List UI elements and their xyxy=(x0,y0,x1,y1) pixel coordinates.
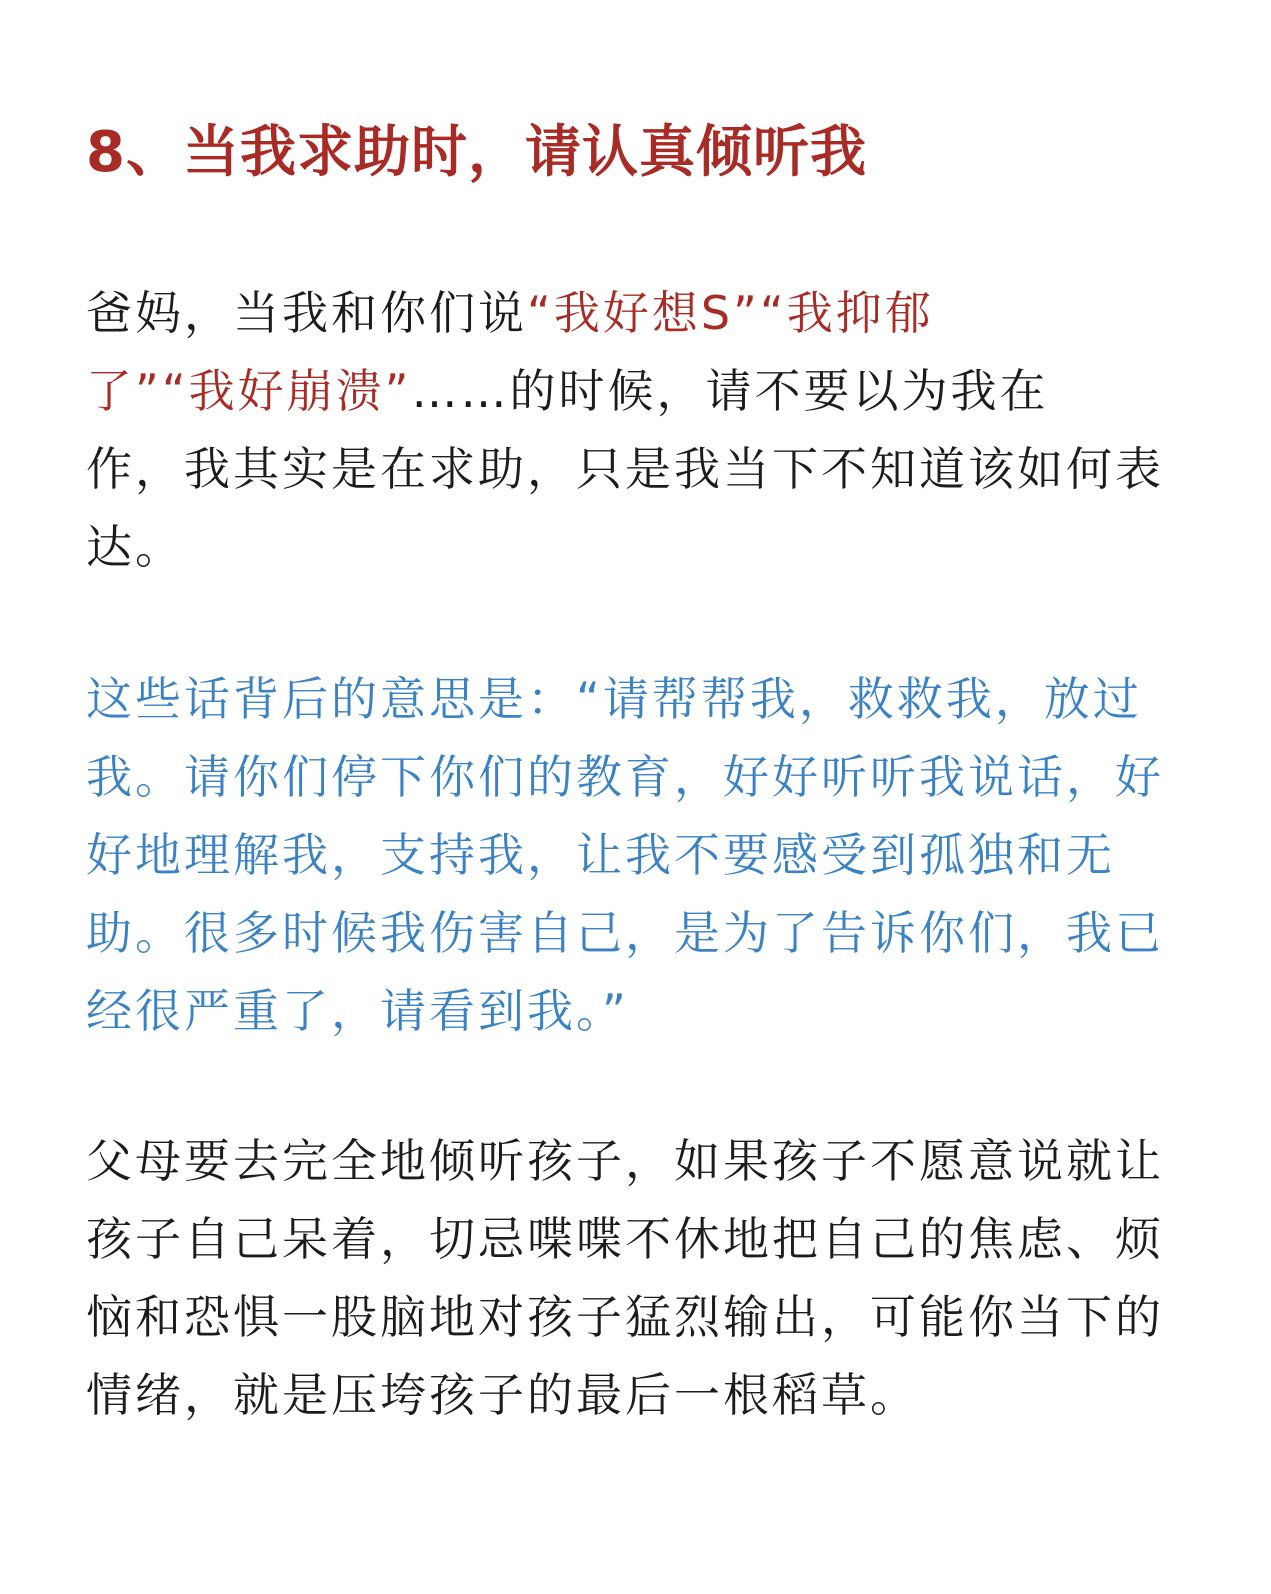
quoted-phrase: 了”“我好崩溃” xyxy=(86,364,412,418)
paragraph-line xyxy=(86,274,1196,352)
quote-line: 经很严重了，请看到我。” xyxy=(86,984,629,1038)
quoted-phrase: “我好想S”“我抑郁 xyxy=(527,286,934,340)
quote-line: 好地理解我，支持我，让我不要感受到孤独和无 xyxy=(86,828,1115,882)
paragraph-line xyxy=(86,352,1196,430)
paragraph-hidden-meaning xyxy=(86,660,1196,1050)
paragraph-line: 父母要去完全地倾听孩子，如果孩子不愿意说就让 xyxy=(86,1134,1164,1188)
quote-line: 我。请你们停下你们的教育，好好听听我说话，好 xyxy=(86,750,1164,804)
paragraph-line: 孩子自己呆着，切忌喋喋不休地把自己的焦虑、烦 xyxy=(86,1212,1164,1266)
paragraph-text: 作，我其实是在求助，只是我当下不知道该如何表 xyxy=(86,442,1164,496)
paragraph-line xyxy=(86,430,1196,508)
paragraph-parent-advice xyxy=(86,1122,1196,1434)
paragraph-child-plea xyxy=(86,274,1196,586)
paragraph-line: 情绪，就是压垮孩子的最后一根稻草。 xyxy=(86,1368,919,1422)
section-heading: 8、当我求助时，请认真倾听我 xyxy=(86,120,867,185)
quote-line: 这些话背后的意思是：“请帮帮我，救救我，放过 xyxy=(86,672,1142,726)
paragraph-line: 恼和恐惧一股脑地对孩子猛烈输出，可能你当下的 xyxy=(86,1290,1164,1344)
quote-line: 助。很多时候我伤害自己，是为了告诉你们，我已 xyxy=(86,906,1164,960)
paragraph-text: ……的时候，请不要以为我在 xyxy=(411,364,1049,418)
paragraph-text: 爸妈，当我和你们说 xyxy=(86,286,527,340)
paragraph-text: 达。 xyxy=(86,520,184,574)
paragraph-line xyxy=(86,508,1196,586)
